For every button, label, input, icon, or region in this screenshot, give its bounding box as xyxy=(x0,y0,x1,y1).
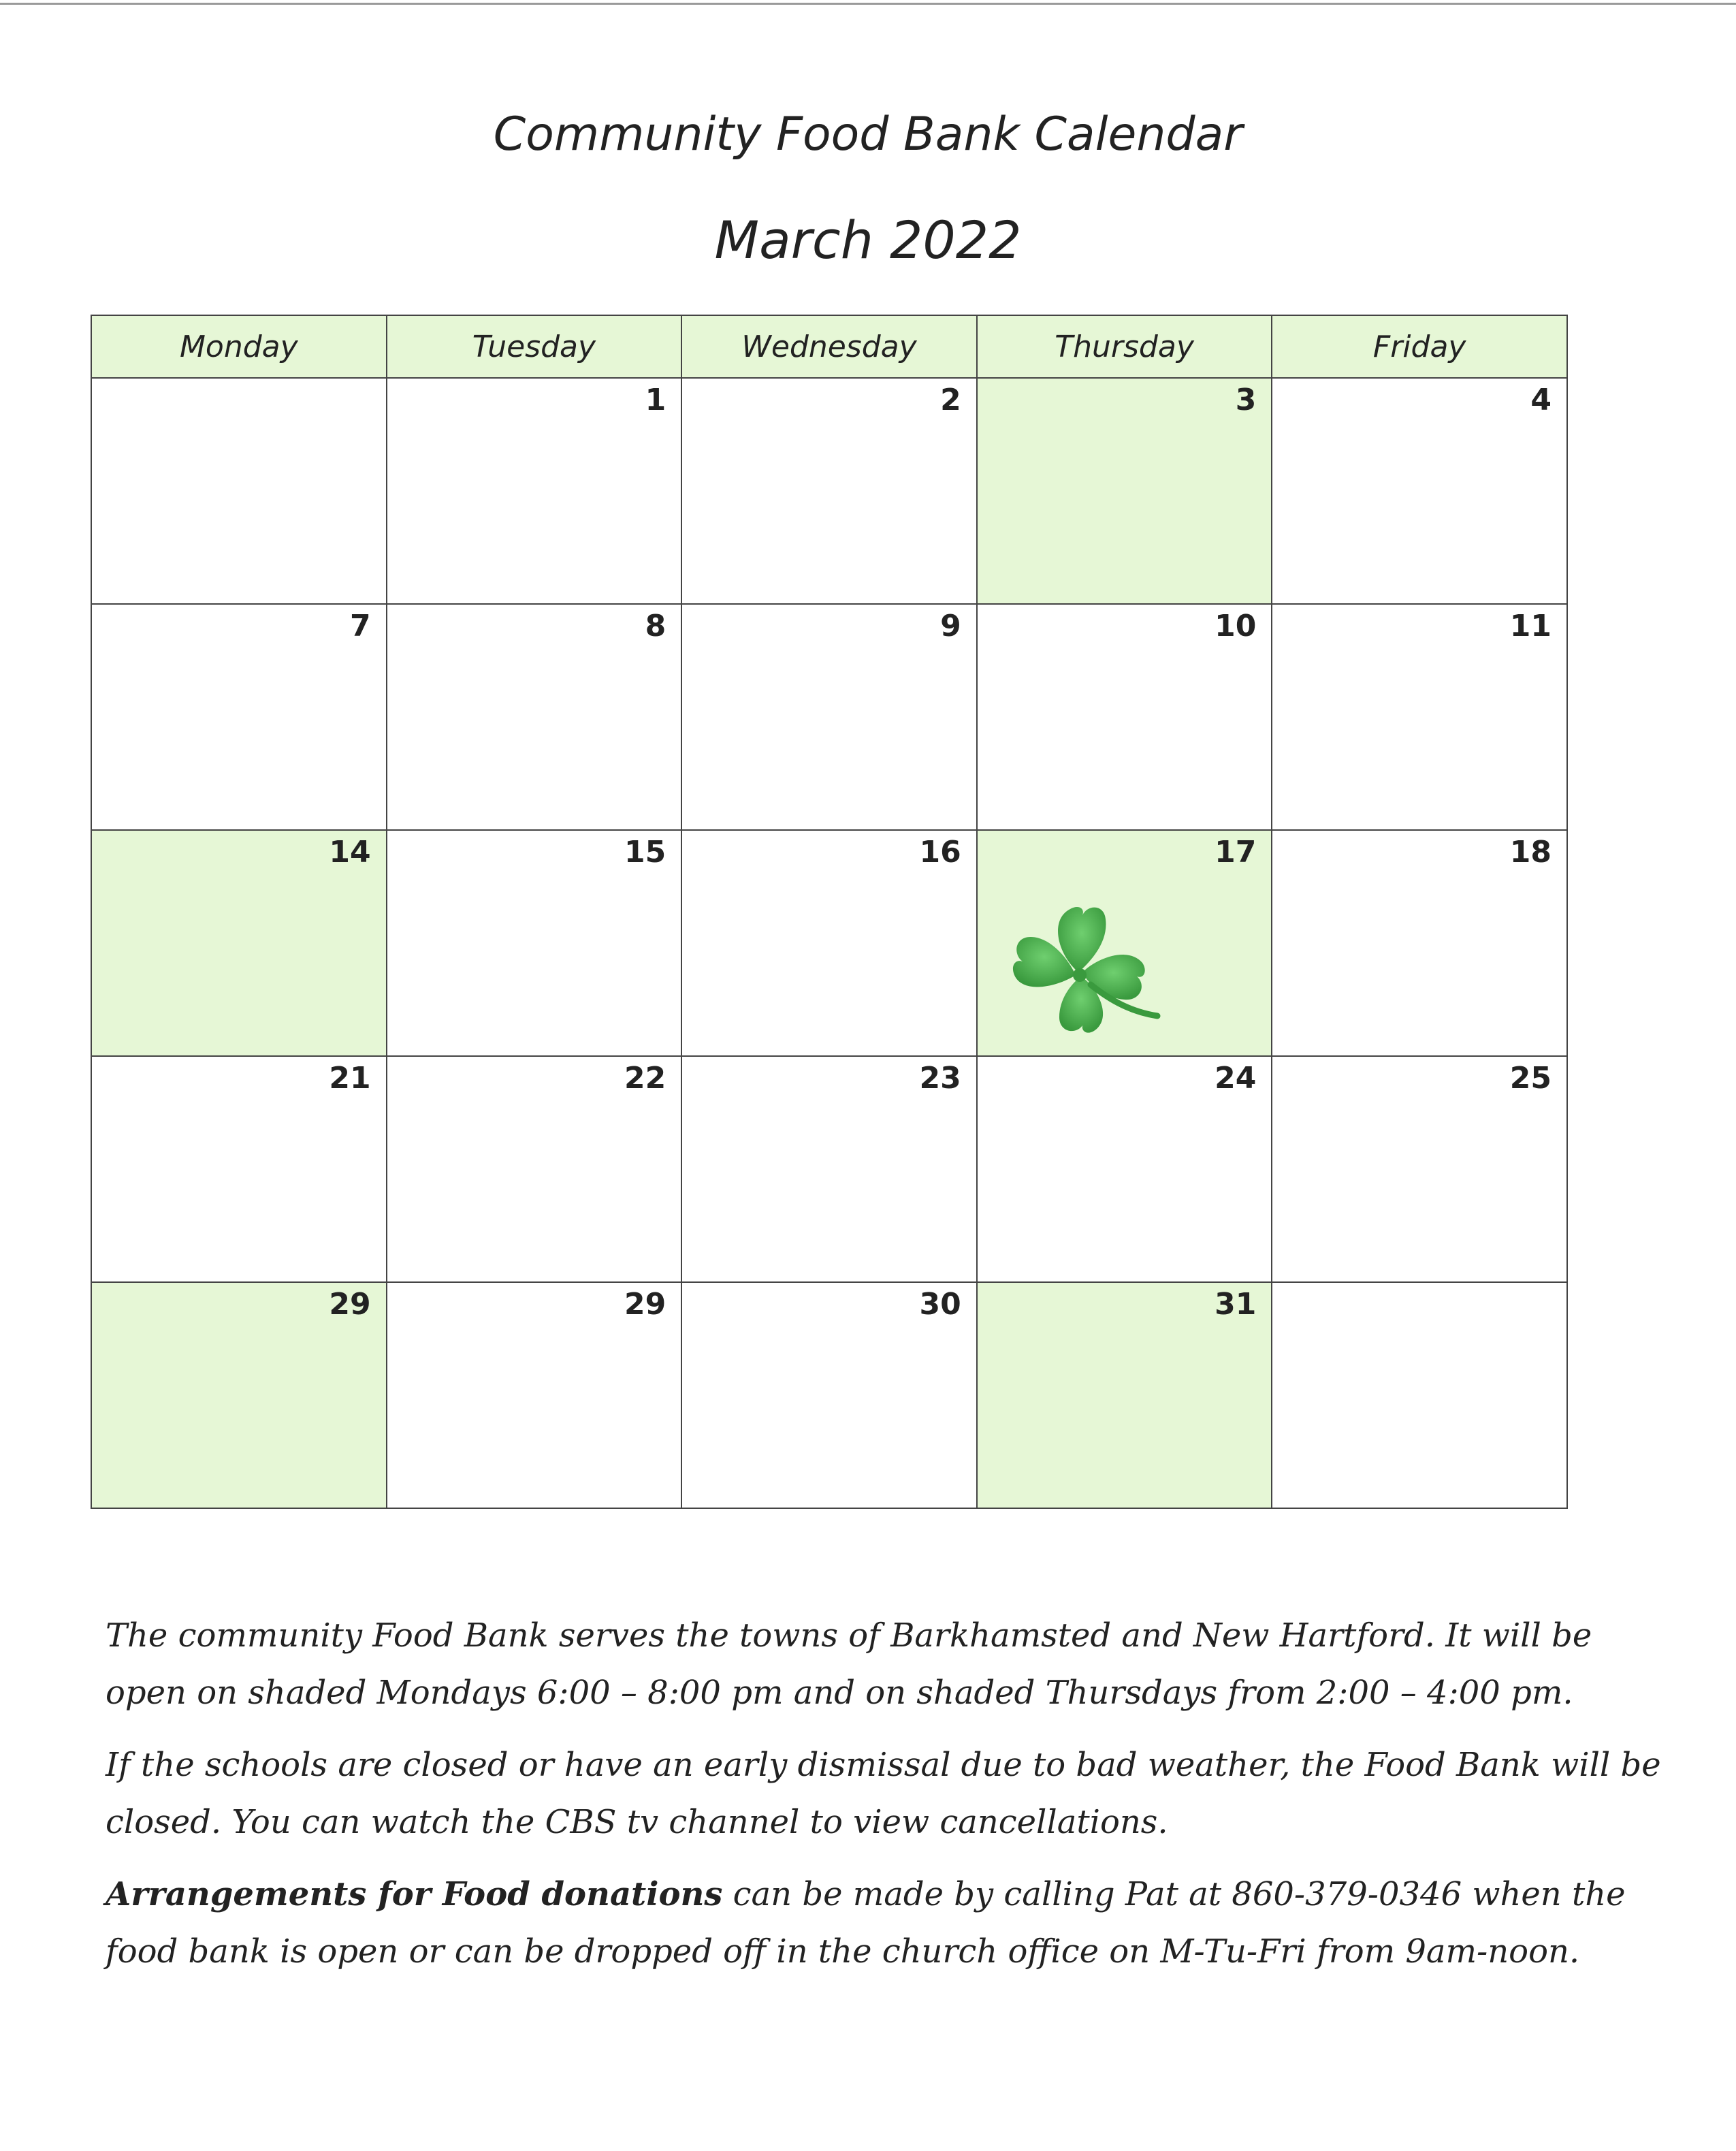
weekday-header: Monday xyxy=(91,315,387,378)
weekday-header-row xyxy=(91,315,1567,378)
calendar-day-cell xyxy=(387,1056,682,1282)
calendar-day-cell xyxy=(977,604,1272,830)
date-number: 18 xyxy=(1509,835,1552,870)
calendar-day-cell xyxy=(1272,830,1567,1056)
calendar-body xyxy=(91,378,1567,1508)
calendar-day-cell xyxy=(977,1282,1272,1508)
calendar-day-cell xyxy=(681,1056,977,1282)
calendar-day-cell xyxy=(91,604,387,830)
calendar-day-cell xyxy=(681,378,977,604)
notes-paragraph: If the schools are closed or have an early dismissal due to bad weather, the Food Bank will be closed. You can watch the CBS tv channel to view cancellations. xyxy=(106,1746,1661,1841)
date-number: 29 xyxy=(329,1287,371,1322)
date-number: 2 xyxy=(940,383,961,417)
weekday-header: Wednesday xyxy=(681,315,977,378)
date-number: 21 xyxy=(329,1061,371,1096)
calendar-day-cell xyxy=(387,604,682,830)
calendar-week-row xyxy=(91,1282,1567,1508)
donations-heading: Arrangements for Food donations xyxy=(106,1875,723,1913)
top-rule xyxy=(0,3,1736,5)
calendar-day-cell xyxy=(977,1056,1272,1282)
notes-paragraph xyxy=(106,1866,1671,1980)
notes-paragraph: The community Food Bank serves the towns of Barkhamsted and New Hartford. It will be open on shaded Mondays 6:00 – 8:00 pm and on shaded Thursdays from 2:00 – 4:00 pm. xyxy=(106,1616,1592,1712)
calendar-week-row xyxy=(91,604,1567,830)
date-number: 16 xyxy=(919,835,961,870)
weekday-header: Thursday xyxy=(977,315,1272,378)
calendar-day-cell xyxy=(681,1282,977,1508)
date-number: 22 xyxy=(624,1061,666,1096)
calendar-day-cell xyxy=(1272,1282,1567,1508)
calendar-day-cell xyxy=(387,1282,682,1508)
weekday-header: Tuesday xyxy=(387,315,682,378)
date-number: 8 xyxy=(645,609,666,643)
calendar-day-cell xyxy=(681,604,977,830)
calendar-day-cell xyxy=(91,1056,387,1282)
date-number: 29 xyxy=(624,1287,666,1322)
calendar-day-cell xyxy=(387,830,682,1056)
calendar-day-cell xyxy=(977,830,1272,1056)
month-title: March 2022 xyxy=(714,210,1022,270)
donations-text: can be made by calling Pat at 860-379-0346 when the food bank is open or can be dropped off in the church office on M-Tu-Fri from 9am-noon. xyxy=(106,1875,1626,1971)
shamrock-icon xyxy=(1002,892,1172,1049)
calendar-day-cell xyxy=(1272,378,1567,604)
calendar-day-cell xyxy=(91,830,387,1056)
notes xyxy=(106,1607,1671,1995)
calendar-day-cell xyxy=(387,378,682,604)
calendar-day-cell xyxy=(1272,604,1567,830)
date-number xyxy=(92,379,386,383)
date-number: 1 xyxy=(645,383,666,417)
calendar-week-row xyxy=(91,378,1567,604)
page-title: Community Food Bank Calendar xyxy=(493,108,1243,161)
date-number: 9 xyxy=(940,609,961,643)
date-number: 10 xyxy=(1215,609,1257,643)
date-number: 3 xyxy=(1235,383,1257,417)
calendar-grid xyxy=(91,315,1568,1509)
date-number: 31 xyxy=(1215,1287,1257,1322)
calendar-week-row xyxy=(91,830,1567,1056)
weekday-header: Friday xyxy=(1272,315,1567,378)
calendar-day-cell xyxy=(977,378,1272,604)
date-number: 7 xyxy=(349,609,371,643)
calendar-day-cell xyxy=(681,830,977,1056)
date-number: 4 xyxy=(1530,383,1552,417)
date-number: 24 xyxy=(1215,1061,1257,1096)
date-number: 23 xyxy=(919,1061,961,1096)
date-number xyxy=(1272,1283,1566,1287)
calendar-day-cell xyxy=(91,1282,387,1508)
calendar-day-cell xyxy=(91,378,387,604)
date-number: 15 xyxy=(624,835,666,870)
date-number: 17 xyxy=(1215,835,1257,870)
date-number: 14 xyxy=(329,835,371,870)
date-number: 25 xyxy=(1509,1061,1552,1096)
date-number: 11 xyxy=(1509,609,1552,643)
calendar-week-row xyxy=(91,1056,1567,1282)
date-number: 30 xyxy=(919,1287,961,1322)
calendar-day-cell xyxy=(1272,1056,1567,1282)
